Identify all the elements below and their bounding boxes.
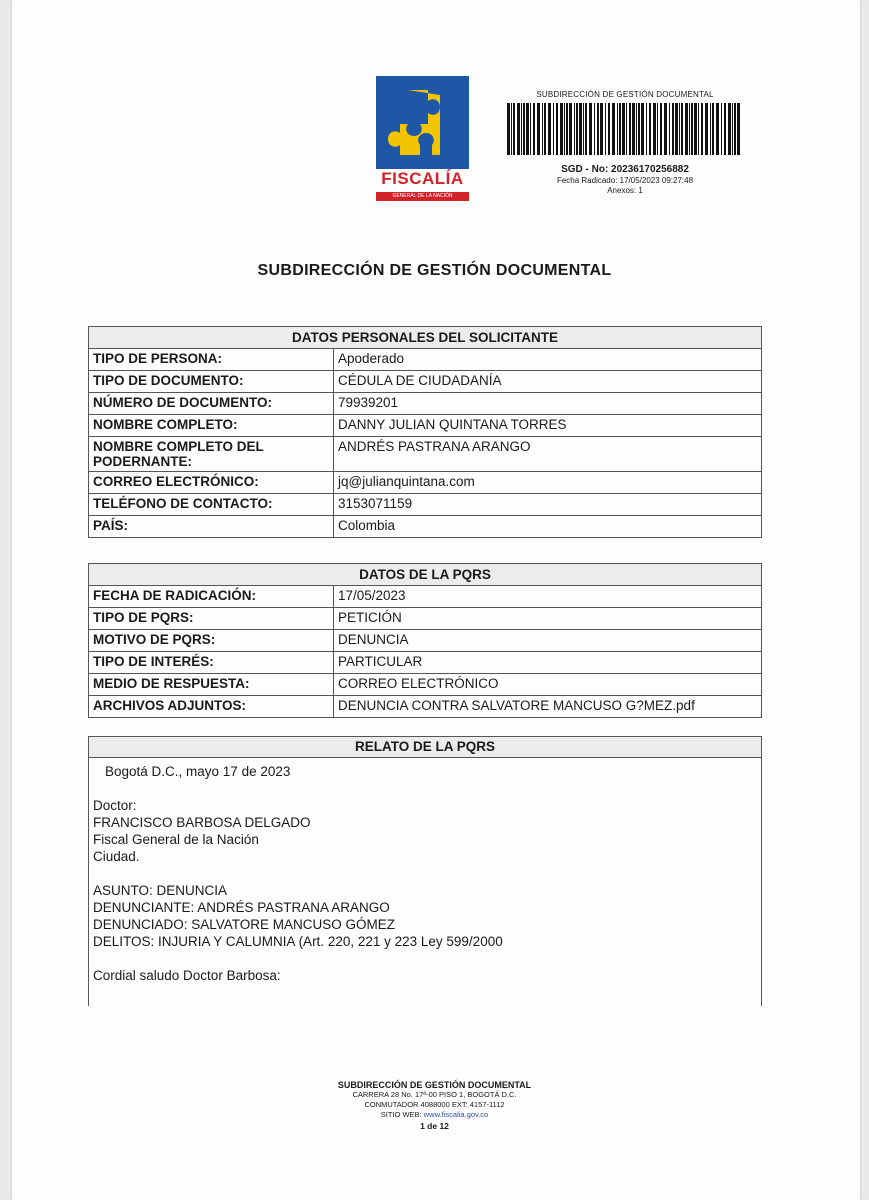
relato-heading: RELATO DE LA PQRS (88, 736, 762, 758)
footer-web-link[interactable]: www.fiscalia.gov.co (423, 1110, 489, 1119)
table-row (89, 674, 762, 696)
table-row (89, 608, 762, 630)
field-value: 3153071159 (334, 494, 762, 516)
field-label: MOTIVO DE PQRS: (89, 630, 334, 652)
table-row (89, 630, 762, 652)
field-label: PAÍS: (89, 516, 334, 538)
table-row (89, 437, 762, 472)
barcode-bars (507, 103, 743, 155)
sgd-number: SGD - No: 20236170256882 (561, 164, 689, 175)
field-label: TELÉFONO DE CONTACTO: (89, 494, 334, 516)
relato-line: Fiscal General de la Nación (93, 832, 259, 847)
barcode-stamp (505, 90, 745, 195)
table-row (89, 371, 762, 393)
field-label: TIPO DE DOCUMENTO: (89, 371, 334, 393)
footer-web-label: SITIO WEB: (380, 1110, 422, 1119)
field-label: TIPO DE INTERÉS: (89, 652, 334, 674)
table-row (89, 494, 762, 516)
relato-line: DENUNCIADO: SALVATORE MANCUSO GÓMEZ (93, 917, 396, 932)
personal-data-heading: DATOS PERSONALES DEL SOLICITANTE (89, 327, 762, 349)
field-label: ARCHIVOS ADJUNTOS: (89, 696, 334, 718)
field-label: NÚMERO DE DOCUMENTO: (89, 393, 334, 415)
pqrs-data-heading: DATOS DE LA PQRS (89, 564, 762, 586)
relato-line: Ciudad. (93, 849, 140, 864)
personal-data-table (88, 326, 762, 538)
table-row (89, 696, 762, 718)
field-value: DANNY JULIAN QUINTANA TORRES (334, 415, 762, 437)
relato-line: DELITOS: INJURIA Y CALUMNIA (Art. 220, 221 y 223 Ley 599/2000 (93, 934, 503, 949)
relato-line: DENUNCIANTE: ANDRÉS PASTRANA ARANGO (93, 900, 390, 915)
field-value: Colombia (334, 516, 762, 538)
field-value: 79939201 (334, 393, 762, 415)
page-number: 1 de 12 (420, 1121, 449, 1131)
logo-subtitle: GENERAL DE LA NACIÓN (376, 192, 469, 201)
footer-address: CARRERA 28 No. 17ª-00 PISO 1, BOGOTÁ D.C. (352, 1090, 517, 1099)
field-label: NOMBRE COMPLETO: (89, 415, 334, 437)
field-value: ANDRÉS PASTRANA ARANGO (334, 437, 762, 472)
relato-date: Bogotá D.C., mayo 17 de 2023 (105, 764, 291, 779)
page-title: SUBDIRECCIÓN DE GESTIÓN DOCUMENTAL (257, 262, 612, 279)
footer-web (0, 1110, 869, 1120)
table-row (89, 415, 762, 437)
field-value: jq@julianquintana.com (334, 472, 762, 494)
field-value: Apoderado (334, 349, 762, 371)
table-row (89, 652, 762, 674)
field-value: 17/05/2023 (334, 586, 762, 608)
field-value: DENUNCIA CONTRA SALVATORE MANCUSO G?MEZ.pdf (334, 696, 762, 718)
logo-name: FISCALÍA (381, 169, 464, 188)
relato-line: ASUNTO: DENUNCIA (93, 883, 228, 898)
field-label: MEDIO DE RESPUESTA: (89, 674, 334, 696)
barcode-title: SUBDIRECCIÓN DE GESTIÓN DOCUMENTAL (536, 90, 714, 99)
relato-line: Cordial saludo Doctor Barbosa: (93, 968, 281, 983)
puzzle-icon (376, 76, 469, 169)
table-row (89, 516, 762, 538)
field-value: DENUNCIA (334, 630, 762, 652)
field-label: NOMBRE COMPLETO DEL PODERNANTE: (89, 437, 334, 472)
field-label: TIPO DE PQRS: (89, 608, 334, 630)
field-value: PARTICULAR (334, 652, 762, 674)
table-row (89, 472, 762, 494)
field-label: CORREO ELECTRÓNICO: (89, 472, 334, 494)
field-value: PETICIÓN (334, 608, 762, 630)
footer-title: SUBDIRECCIÓN DE GESTIÓN DOCUMENTAL (337, 1080, 532, 1090)
relato-body (88, 758, 762, 1006)
pqrs-data-table (88, 563, 762, 718)
fecha-radicado: Fecha Radicado: 17/05/2023 09:27:48 (556, 176, 694, 185)
page-footer (0, 1080, 869, 1131)
field-value: CÉDULA DE CIUDADANÍA (334, 371, 762, 393)
table-row (89, 586, 762, 608)
fiscalia-logo (376, 76, 469, 206)
field-label: TIPO DE PERSONA: (89, 349, 334, 371)
footer-phone: CONMUTADOR 4088000 EXT: 4157-1112 (364, 1100, 505, 1109)
table-row (89, 393, 762, 415)
relato-line: Doctor: (93, 798, 137, 813)
field-label: FECHA DE RADICACIÓN: (89, 586, 334, 608)
field-value: CORREO ELECTRÓNICO (334, 674, 762, 696)
relato-line: FRANCISCO BARBOSA DELGADO (93, 815, 311, 830)
anexos: Anexos: 1 (607, 186, 643, 195)
table-row (89, 349, 762, 371)
